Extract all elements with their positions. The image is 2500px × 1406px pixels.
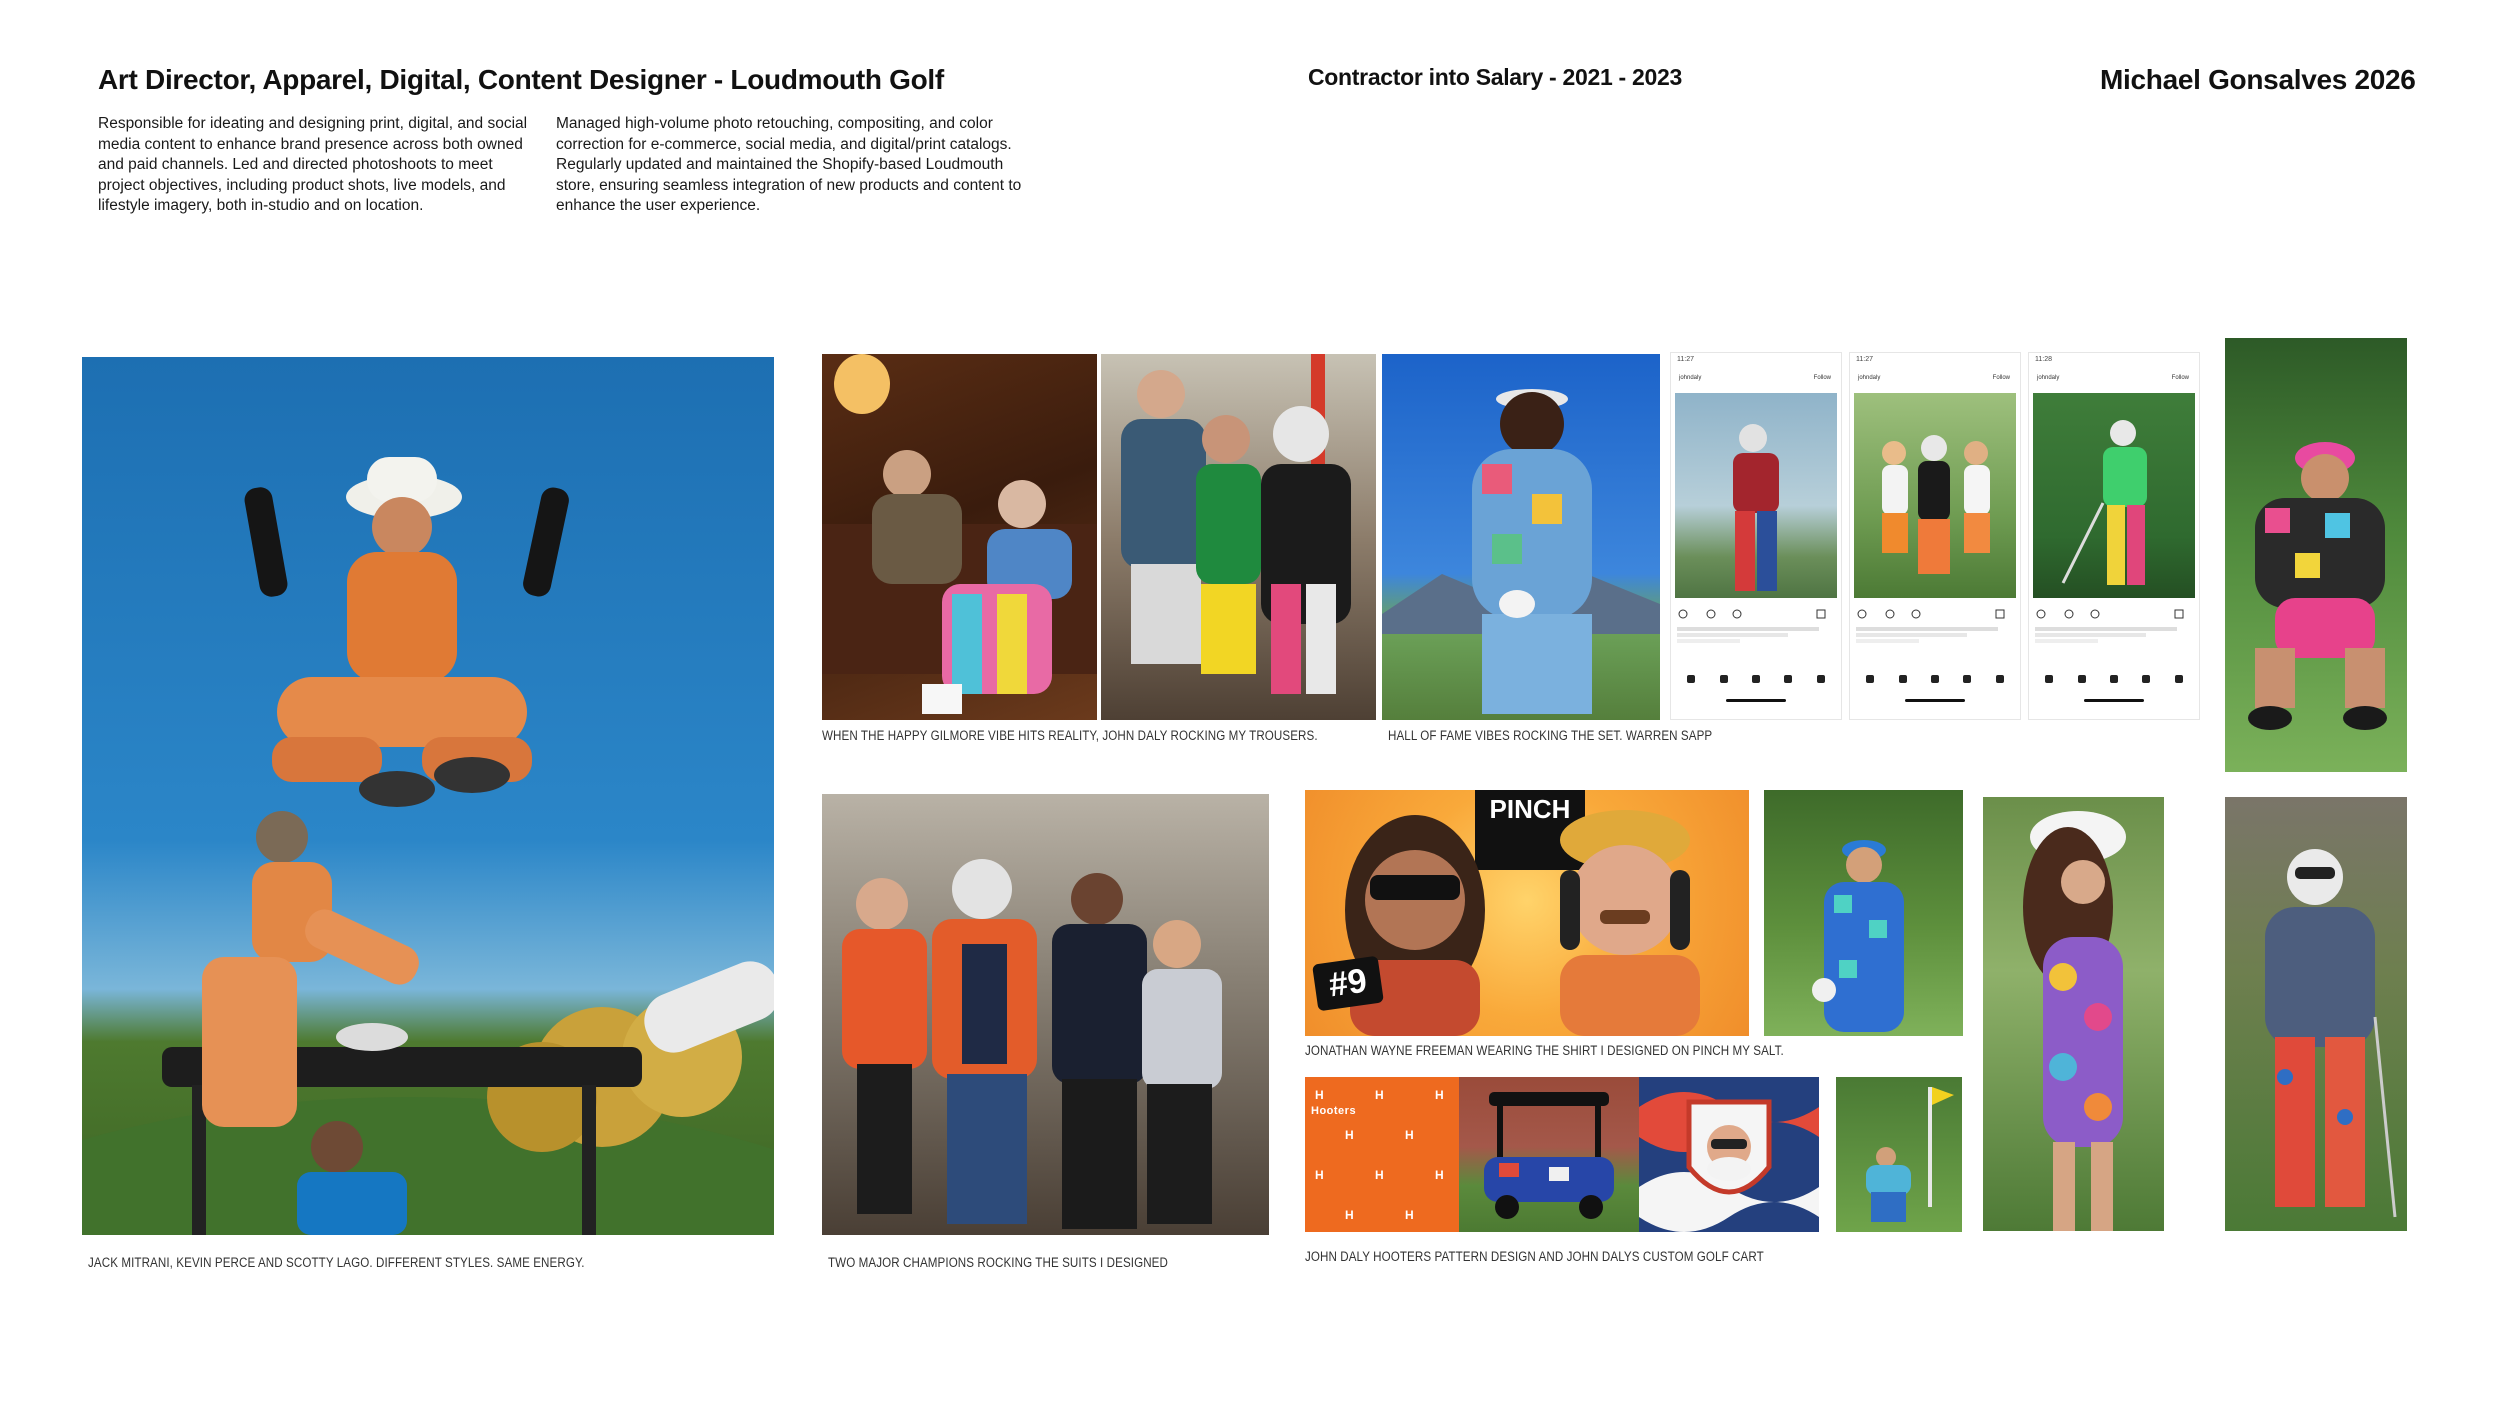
status-bar — [1671, 353, 1841, 387]
hooters-mark: H — [1435, 1088, 1444, 1102]
instagram-post-3 — [2028, 352, 2200, 720]
photo-golfer-putting — [1836, 1077, 1962, 1232]
post-actions — [1856, 607, 2014, 621]
phone-nav — [2033, 675, 2195, 689]
status-bar — [2029, 353, 2199, 387]
photo-major-champions — [822, 794, 1269, 1235]
post-image — [2033, 393, 2195, 598]
post-caption-placeholder — [1856, 625, 2014, 645]
hooters-pattern-swatch — [1305, 1077, 1459, 1232]
phone-nav — [1854, 675, 2016, 689]
portfolio-label: Michael Gonsalves 2026 — [2100, 64, 2416, 95]
john-daly-graphic — [1639, 1077, 1819, 1232]
photo-custom-golf-cart — [1459, 1077, 1639, 1232]
post-image — [1675, 393, 1837, 598]
pinch-sign-text: PINCH — [1489, 794, 1571, 824]
hooters-label: Hooters — [1311, 1105, 1357, 1117]
description-left: Responsible for ideating and designing print, digital, and social media content to enhance brand presence across both owned and paid channels. Led and directed photoshoots to meet project objectives, including product shots, live models, and lifestyle imagery, both in-studio and on location. — [98, 115, 528, 214]
phone-nav — [1675, 675, 1837, 689]
caption-hooters: JOHN DALY HOOTERS PATTERN DESIGN AND JOHN DALYS CUSTOM GOLF CART — [1305, 1249, 1764, 1264]
hooters-mark: H — [1375, 1088, 1384, 1102]
photo-crouching-golfer — [2225, 338, 2407, 772]
photo-warren-sapp — [1382, 354, 1660, 720]
post-actions — [2035, 607, 2193, 621]
phone-username: johndaly — [2037, 375, 2060, 381]
post-caption-placeholder — [1677, 625, 1835, 645]
caption-jump: JACK MITRANI, KEVIN PERCE AND SCOTTY LAGO. DIFFERENT STYLES. SAME ENERGY. — [88, 1255, 585, 1270]
photo-three-friends — [1101, 354, 1376, 720]
instagram-post-1 — [1670, 352, 1842, 720]
photo-pinch-my-salt — [1305, 790, 1749, 1036]
page-title: Art Director, Apparel, Digital, Content Designer - Loudmouth Golf — [98, 64, 944, 95]
hooters-mark: H — [1345, 1208, 1354, 1222]
home-indicator — [1726, 699, 1786, 702]
status-bar — [1850, 353, 2020, 387]
photo-jumping-golfer — [82, 357, 774, 1235]
phone-time: 11:27 — [1856, 356, 1873, 363]
follow-label: Follow — [1992, 375, 2010, 381]
phone-time: 11:28 — [2035, 356, 2052, 363]
hooters-mark: H — [1315, 1168, 1324, 1182]
episode-badge: #9 — [1312, 956, 1384, 1012]
caption-champions: TWO MAJOR CHAMPIONS ROCKING THE SUITS I DESIGNED — [828, 1255, 1168, 1270]
caption-pinch: JONATHAN WAYNE FREEMAN WEARING THE SHIRT I DESIGNED ON PINCH MY SALT. — [1305, 1043, 1784, 1058]
follow-label: Follow — [1813, 375, 1831, 381]
post-image — [1854, 393, 2016, 598]
hooters-mark: H — [1375, 1168, 1384, 1182]
phone-username: johndaly — [1679, 375, 1702, 381]
hooters-mark: H — [1345, 1128, 1354, 1142]
phone-time: 11:27 — [1677, 356, 1694, 363]
instagram-post-2 — [1849, 352, 2021, 720]
post-actions — [1677, 607, 1835, 621]
hooters-mark: H — [1315, 1088, 1324, 1102]
follow-label: Follow — [2171, 375, 2189, 381]
home-indicator — [1905, 699, 1965, 702]
caption-gilmore: WHEN THE HAPPY GILMORE VIBE HITS REALITY, JOHN DALY ROCKING MY TROUSERS. — [822, 728, 1318, 743]
description-right: Managed high-volume photo retouching, compositing, and color correction for e-commerce, social media, and digital/print catalogs. Regularly updated and maintained the Shopify-based Loudmouth store, ensuring seamless integration of new products and content to enhance the user experience. — [556, 115, 1022, 214]
photo-couch-daly — [822, 354, 1097, 720]
hooters-mark: H — [1435, 1168, 1444, 1182]
hooters-mark: H — [1405, 1128, 1414, 1142]
hooters-mark: H — [1405, 1208, 1414, 1222]
phone-username: johndaly — [1858, 375, 1881, 381]
home-indicator — [2084, 699, 2144, 702]
photo-woman-dress — [1983, 797, 2164, 1231]
employment-term: Contractor into Salary - 2021 - 2023 — [1308, 64, 1682, 90]
photo-golfer-blue-pattern — [1764, 790, 1963, 1036]
caption-hof: HALL OF FAME VIBES ROCKING THE SET. WARREN SAPP — [1388, 728, 1713, 743]
post-caption-placeholder — [2035, 625, 2193, 645]
photo-john-daly-walking — [2225, 797, 2407, 1231]
